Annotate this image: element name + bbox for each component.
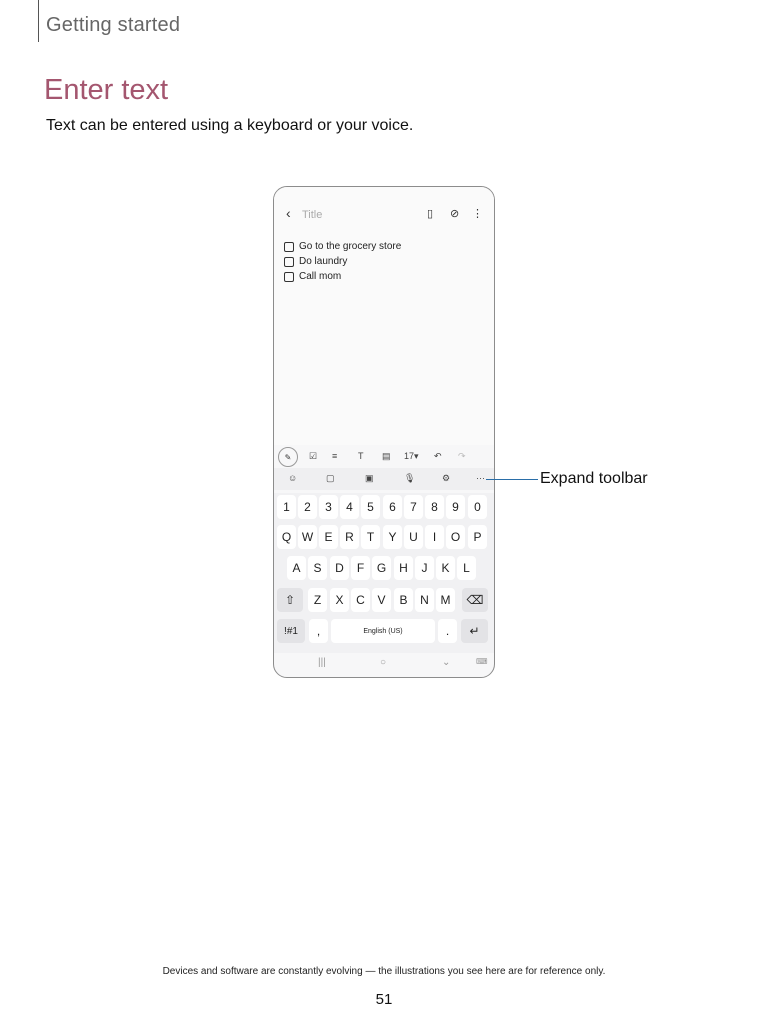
sticker-icon[interactable]: ▣	[365, 473, 374, 483]
format-icon[interactable]: ≡	[332, 451, 338, 461]
pen-icon[interactable]: ✎	[278, 447, 298, 467]
hide-keyboard-icon[interactable]: ⌄	[442, 657, 451, 668]
key[interactable]: Q	[277, 525, 296, 549]
page-number: 51	[375, 991, 393, 1008]
checkbox-icon[interactable]	[284, 242, 294, 252]
key[interactable]: T	[361, 525, 380, 549]
note-topbar	[274, 205, 494, 227]
key[interactable]: R	[340, 525, 359, 549]
key[interactable]: F	[351, 556, 370, 580]
key[interactable]: X	[330, 588, 349, 612]
key[interactable]: Z	[308, 588, 327, 612]
key[interactable]: N	[415, 588, 434, 612]
symbols-key[interactable]: !#1	[277, 619, 305, 643]
section-divider	[38, 0, 39, 42]
checklist-item-label: Do laundry	[299, 256, 348, 267]
expand-toolbar-callout: Expand toolbar	[540, 470, 648, 487]
undo-icon[interactable]: ↶	[434, 451, 442, 461]
checklist-item[interactable]	[284, 239, 401, 254]
key[interactable]: D	[330, 556, 349, 580]
key[interactable]: 7	[404, 495, 423, 519]
key[interactable]: I	[425, 525, 444, 549]
redo-icon[interactable]: ↷	[458, 451, 466, 461]
mic-icon[interactable]: 🎙	[404, 473, 416, 483]
bottom-row	[274, 617, 494, 645]
letter-row-1	[274, 523, 494, 551]
enter-icon[interactable]: ↵	[461, 619, 488, 643]
letter-row-3	[274, 586, 494, 614]
checklist	[284, 239, 401, 284]
checklist-item-label: Go to the grocery store	[299, 241, 402, 252]
settings-icon[interactable]: ⚙	[442, 473, 451, 483]
shift-icon[interactable]: ⇧	[277, 588, 303, 612]
footer-note: Devices and software are constantly evolving — the illustrations you see here are for reference only.	[162, 966, 606, 977]
back-icon[interactable]: ‹	[286, 205, 291, 221]
keyboard	[274, 493, 494, 653]
key[interactable]: K	[436, 556, 455, 580]
key[interactable]: J	[415, 556, 434, 580]
title-field[interactable]: Title	[302, 209, 323, 221]
key[interactable]: 2	[298, 495, 317, 519]
text-style-icon[interactable]: T	[358, 451, 364, 461]
keyboard-icon[interactable]: ⌨	[476, 657, 488, 666]
note-area	[274, 187, 494, 445]
checklist-item-label: Call mom	[299, 271, 342, 282]
book-icon[interactable]: ▯	[427, 208, 434, 220]
backspace-icon[interactable]: ⌫	[462, 588, 488, 612]
key[interactable]: G	[372, 556, 391, 580]
key[interactable]: 9	[446, 495, 465, 519]
key[interactable]: L	[457, 556, 476, 580]
key[interactable]: 3	[319, 495, 338, 519]
key[interactable]: C	[351, 588, 370, 612]
home-icon[interactable]: ○	[380, 657, 387, 668]
expand-toolbar-icon[interactable]: ···	[476, 473, 485, 483]
key[interactable]: S	[308, 556, 327, 580]
key[interactable]: W	[298, 525, 317, 549]
key[interactable]: 1	[277, 495, 296, 519]
navigation-bar	[274, 653, 494, 677]
format-toolbar	[274, 445, 494, 467]
recents-icon[interactable]: |||	[318, 657, 326, 668]
section-title: Getting started	[46, 14, 181, 36]
checklist-item[interactable]	[284, 269, 401, 284]
space-bar[interactable]: English (US)	[331, 619, 435, 643]
number-row	[274, 493, 494, 521]
callout-line	[486, 479, 538, 480]
key[interactable]: P	[468, 525, 487, 549]
key[interactable]: M	[436, 588, 455, 612]
checklist-item[interactable]	[284, 254, 401, 269]
key[interactable]: A	[287, 556, 306, 580]
comma-key[interactable]: ,	[309, 619, 328, 643]
checkbox-icon[interactable]	[284, 272, 294, 282]
checkbox-icon[interactable]	[284, 257, 294, 267]
key[interactable]: 4	[340, 495, 359, 519]
more-icon[interactable]: ⋮	[472, 208, 483, 220]
key[interactable]: O	[446, 525, 465, 549]
keyboard-toolbar	[274, 468, 494, 490]
key[interactable]: 5	[361, 495, 380, 519]
key[interactable]: 6	[383, 495, 402, 519]
key[interactable]: U	[404, 525, 423, 549]
period-key[interactable]: .	[438, 619, 457, 643]
phone-illustration	[273, 186, 495, 678]
checkbox-icon[interactable]: ☑	[309, 451, 318, 461]
key[interactable]: E	[319, 525, 338, 549]
intro-text: Text can be entered using a keyboard or your voice.	[46, 117, 414, 134]
key[interactable]: V	[372, 588, 391, 612]
key[interactable]: Y	[383, 525, 402, 549]
list-icon[interactable]: ▤	[382, 451, 391, 461]
attach-icon[interactable]: ⊘	[450, 208, 460, 220]
clipboard-icon[interactable]: ▢	[326, 473, 335, 483]
page-heading: Enter text	[44, 74, 169, 106]
key[interactable]: B	[394, 588, 413, 612]
key[interactable]: H	[394, 556, 413, 580]
font-size-value[interactable]: 17▾	[404, 451, 419, 461]
font-size-label: 17	[404, 451, 415, 461]
letter-row-2	[274, 554, 494, 582]
emoji-icon[interactable]: ☺	[288, 473, 298, 483]
key[interactable]: 8	[425, 495, 444, 519]
key[interactable]: 0	[468, 495, 487, 519]
